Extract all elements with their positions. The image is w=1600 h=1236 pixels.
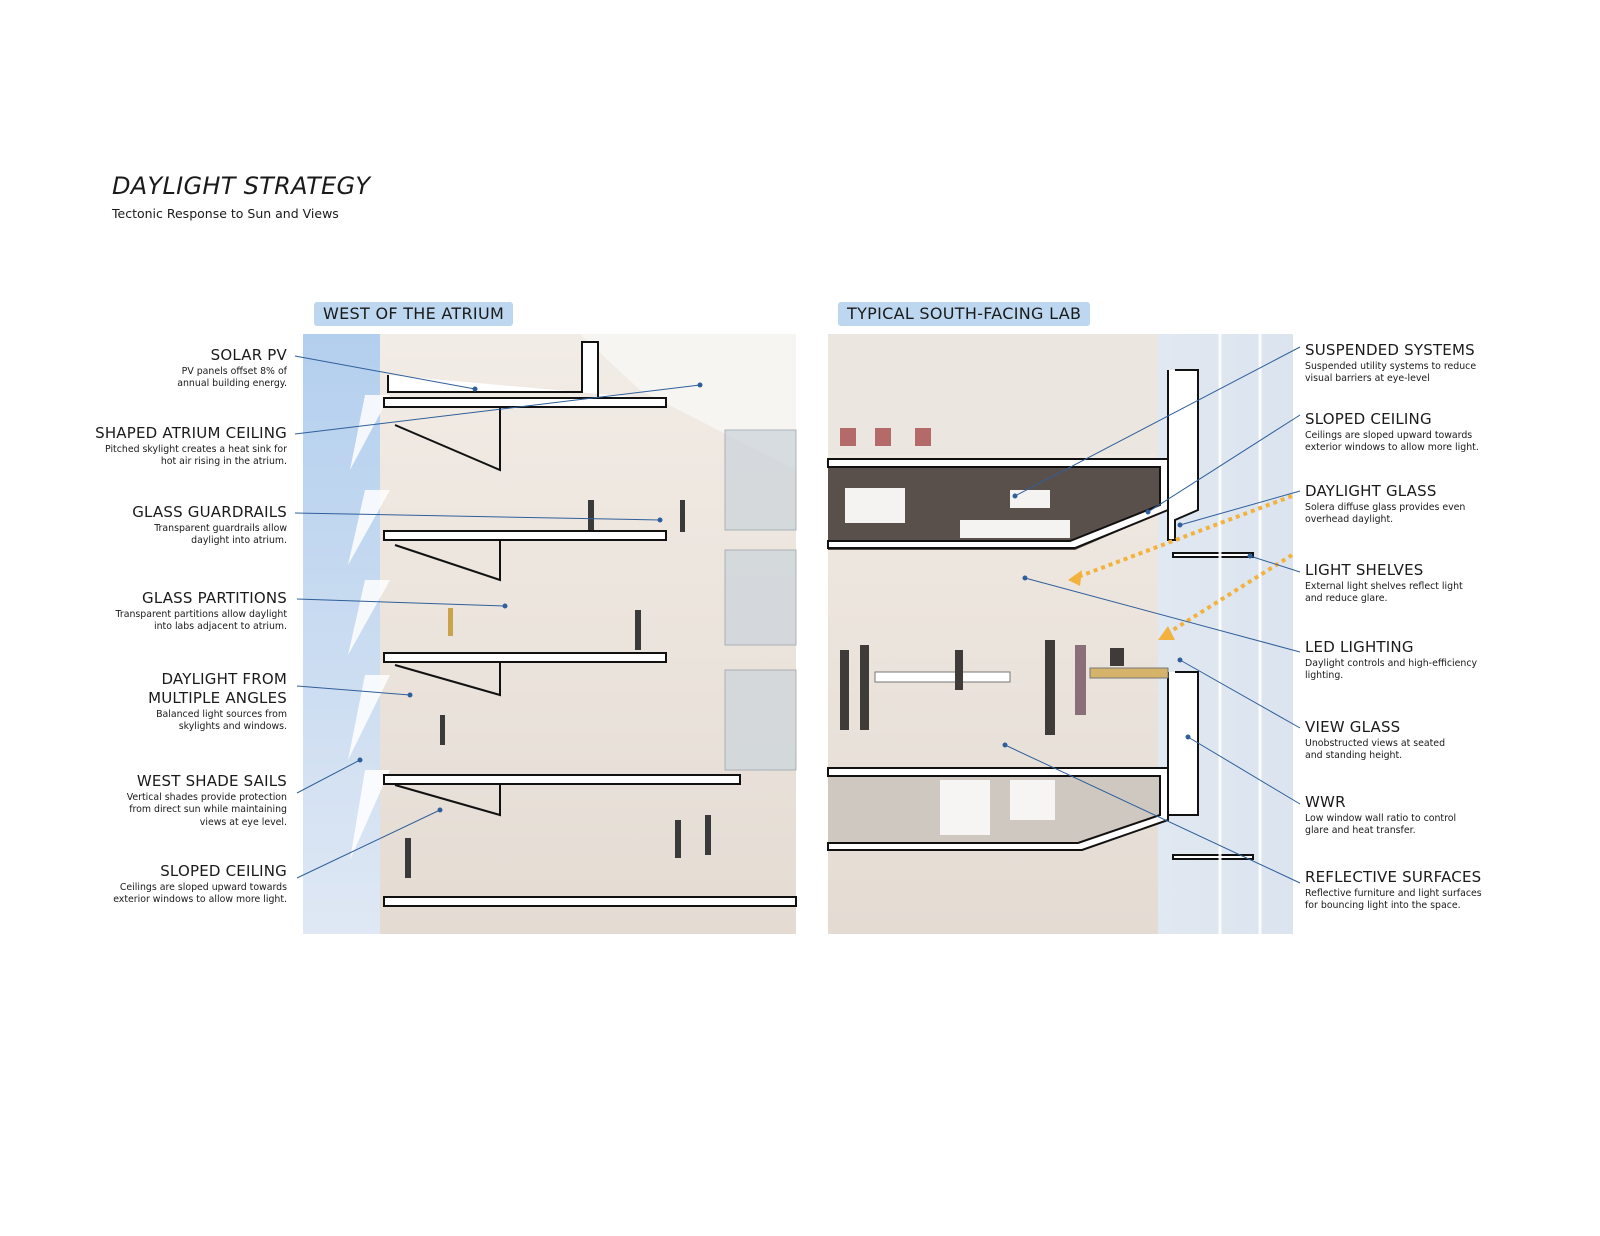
- callout-desc: Daylight controls and high-efficiency lighting.: [1305, 658, 1478, 682]
- callout-desc: Reflective furniture and light surfaces for bouncing light into the space.: [1305, 888, 1482, 912]
- callout-title: WWR: [1305, 793, 1346, 811]
- callout-glass-partitions: [47, 589, 287, 634]
- callout-title: SLOPED CEILING: [1305, 410, 1432, 428]
- callout-light-shelves: [1305, 561, 1545, 606]
- callout-wwr: [1305, 793, 1545, 838]
- callout-daylight-multiple-angles: [47, 670, 287, 734]
- callout-led-lighting: [1305, 638, 1545, 683]
- callout-daylight-glass: [1305, 482, 1545, 527]
- callout-title: SUSPENDED SYSTEMS: [1305, 341, 1475, 359]
- callout-desc: Balanced light sources from skylights and windows.: [156, 709, 287, 733]
- callout-title: LIGHT SHELVES: [1305, 561, 1424, 579]
- callout-west-shade-sails: [47, 772, 287, 829]
- callout-desc: Low window wall ratio to control glare and heat transfer.: [1305, 813, 1457, 837]
- callout-title: LED LIGHTING: [1305, 638, 1414, 656]
- callout-suspended-systems: [1305, 341, 1545, 386]
- callout-title: SOLAR PV: [210, 346, 287, 364]
- page-subtitle: Tectonic Response to Sun and Views: [112, 206, 339, 221]
- callout-sloped-ceiling-west: [47, 862, 287, 907]
- callout-desc: Transparent guardrails allow daylight into atrium.: [154, 523, 287, 547]
- callout-desc: PV panels offset 8% of annual building energy.: [177, 366, 287, 390]
- callout-title: GLASS GUARDRAILS: [132, 503, 287, 521]
- callout-title: WEST SHADE SAILS: [136, 772, 287, 790]
- callout-title: DAYLIGHT GLASS: [1305, 482, 1437, 500]
- callout-title: SHAPED ATRIUM CEILING: [95, 424, 287, 442]
- callout-desc: Unobstructed views at seated and standing height.: [1305, 738, 1446, 762]
- callout-desc: Ceilings are sloped upward towards exterior windows to allow more light.: [1305, 430, 1479, 454]
- callout-desc: Pitched skylight creates a heat sink for hot air rising in the atrium.: [105, 444, 287, 468]
- callout-glass-guardrails: [47, 503, 287, 548]
- callout-desc: Suspended utility systems to reduce visual barriers at eye-level: [1305, 361, 1477, 385]
- callout-desc: External light shelves reflect light and reduce glare.: [1305, 581, 1463, 605]
- callout-title: SLOPED CEILING: [160, 862, 287, 880]
- callout-title: DAYLIGHT FROM MULTIPLE ANGLES: [148, 670, 287, 707]
- callout-solar-pv: [47, 346, 287, 391]
- callout-sloped-ceiling-lab: [1305, 410, 1545, 455]
- callout-title: GLASS PARTITIONS: [142, 589, 287, 607]
- callout-reflective-surfaces: [1305, 868, 1545, 913]
- callout-desc: Solera diffuse glass provides even overhead daylight.: [1305, 502, 1466, 526]
- panel-tag-south-lab: TYPICAL SOUTH-FACING LAB: [838, 302, 1090, 326]
- callout-desc: Vertical shades provide protection from direct sun while maintaining views at eye level.: [126, 792, 287, 828]
- callout-shaped-atrium-ceiling: [47, 424, 287, 469]
- callout-desc: Ceilings are sloped upward towards exterior windows to allow more light.: [113, 882, 287, 906]
- callout-view-glass: [1305, 718, 1545, 763]
- callout-desc: Transparent partitions allow daylight into labs adjacent to atrium.: [115, 609, 287, 633]
- callout-title: REFLECTIVE SURFACES: [1305, 868, 1482, 886]
- callout-title: VIEW GLASS: [1305, 718, 1401, 736]
- page-title: DAYLIGHT STRATEGY: [112, 172, 371, 200]
- panel-tag-west-atrium: WEST OF THE ATRIUM: [314, 302, 513, 326]
- south-lab-section: [828, 334, 1293, 934]
